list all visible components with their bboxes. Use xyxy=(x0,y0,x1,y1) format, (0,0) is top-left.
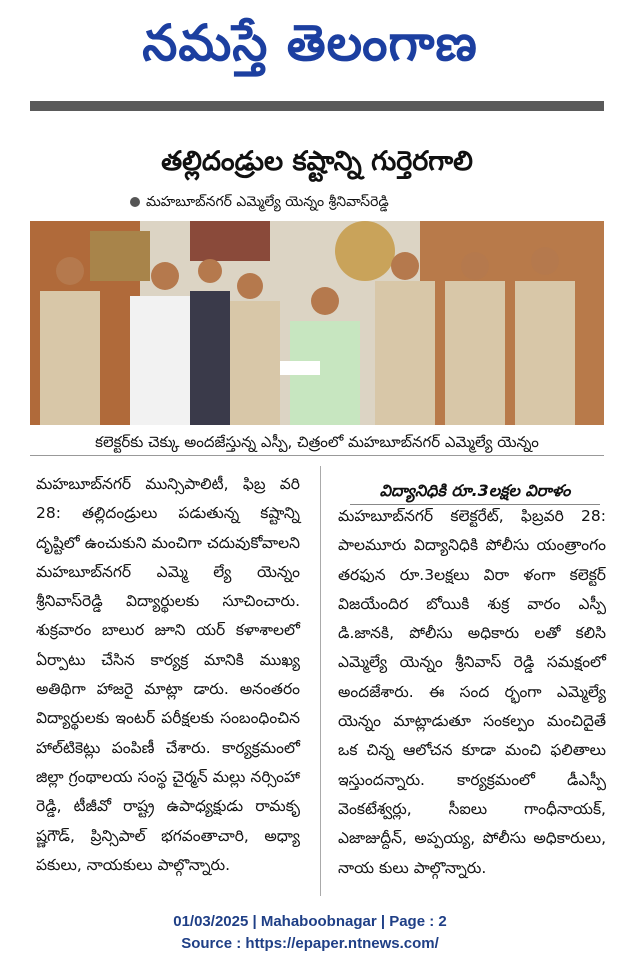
footer-source: Source : https://epaper.ntnews.com/ xyxy=(181,935,439,952)
column-divider xyxy=(320,466,321,896)
bullet-icon xyxy=(130,197,140,207)
article-headline: తల్లిదండ్రుల కష్టాన్ని గుర్తెరగాలి xyxy=(161,146,473,177)
page-footer xyxy=(0,911,620,955)
masthead-title: నమస్తే తెలంగాణ xyxy=(142,14,478,72)
side-article-headline: విద్యానిధికి రూ.3లక్షల విరాళం xyxy=(350,478,600,505)
body-left-text: మహబూబ్‌నగర్ మున్సిపాలిటీ, ఫిబ్ర వరి 28: తల్లిదండ్రులు పడుతున్న కష్టాన్ని దృష్టిలో ఉంచుకుని మంచిగా చదువుకోవాలని మహబూబ్‌నగర్ ఎమ్మె ల్యే యెన్నం శ్రీనివాస్‌రెడ్డి విద్యార్థులకు సూచించారు. శుక్రవారం బాలుర జూని యర్ కళాశాలలో ఏర్పాటు చేసిన కార్యక్ర మానికి ముఖ్య అతిథిగా హాజరై మాట్లా డారు. అనంతరం విద్యార్థులకు ఇంటర్ పరీక్షలకు సంబంధించిన హాల్‌టికెట్లు పంపిణీ చేశారు. కార్యక్రమంలో జిల్లా గ్రంథాలయ సంస్థ చైర్మన్ మల్లు నర్సింహా రెడ్డి, టీజీవో రాష్ట్ర ఉపాధ్యక్షుడు రామకృ ష్ణగౌడ్, ప్రిన్సిపాల్ భగవంతాచారి, అధ్యా పకులు, నాయకులు పాల్గొన్నారు. xyxy=(36,475,300,874)
body-right-text: మహబూబ్‌నగర్ కలెక్టరేట్, ఫిబ్రవరి 28: పాలమూరు విద్యానిధికి పోలీసు యంత్రాంగం తరఫున రూ.3లక్షలు విరా ళంగా కలెక్టర్ విజయేందిర బోయికి శుక్ర వారం ఎస్పీ డి.జానకి, పోలీసు అధికారు లతో కలిసి ఎమ్మెల్యే యెన్నం శ్రీనివాస్ రెడ్డి సమక్షంలో అందజేశారు. ఈ సంద ర్భంగా ఎమ్మెల్యే యెన్నం మాట్లాడుతూ సంకల్పం మంచిదైతే ఒక చిన్న ఆలోచన కూడా మంచి ఫలితాలు ఇస్తుందన్నారు. కార్యక్రమంలో డీఎస్పీ వెంకటేశ్వర్లు, సీఐలు గాంధీనాయక్, ఎజాజుద్దీన్, అప్పయ్య, పోలీసు అధికారులు, నాయ కులు పాల్గొన్నారు. xyxy=(338,507,606,877)
photo-caption: కలెక్టర్‌కు చెక్కు అందజేస్తున్న ఎస్పీ, చిత్రంలో మహబూబ్‌నగర్ ఎమ్మెల్యే యెన్నం xyxy=(30,429,604,456)
subheadline-text: మహబూబ్‌నగర్ ఎమ్మెల్యే యెన్నం శ్రీనివాస్‌రెడ్డి xyxy=(146,194,389,210)
article-body-right xyxy=(338,502,606,883)
article-subheadline xyxy=(130,190,570,214)
newspaper-masthead xyxy=(0,0,620,90)
article-body-left xyxy=(36,470,300,880)
footer-date-edition: 01/03/2025 | Mahaboobnagar | Page : 2 xyxy=(173,913,447,930)
news-photo-illustration xyxy=(30,221,604,425)
news-photo xyxy=(30,221,604,425)
masthead-rule xyxy=(30,101,604,111)
